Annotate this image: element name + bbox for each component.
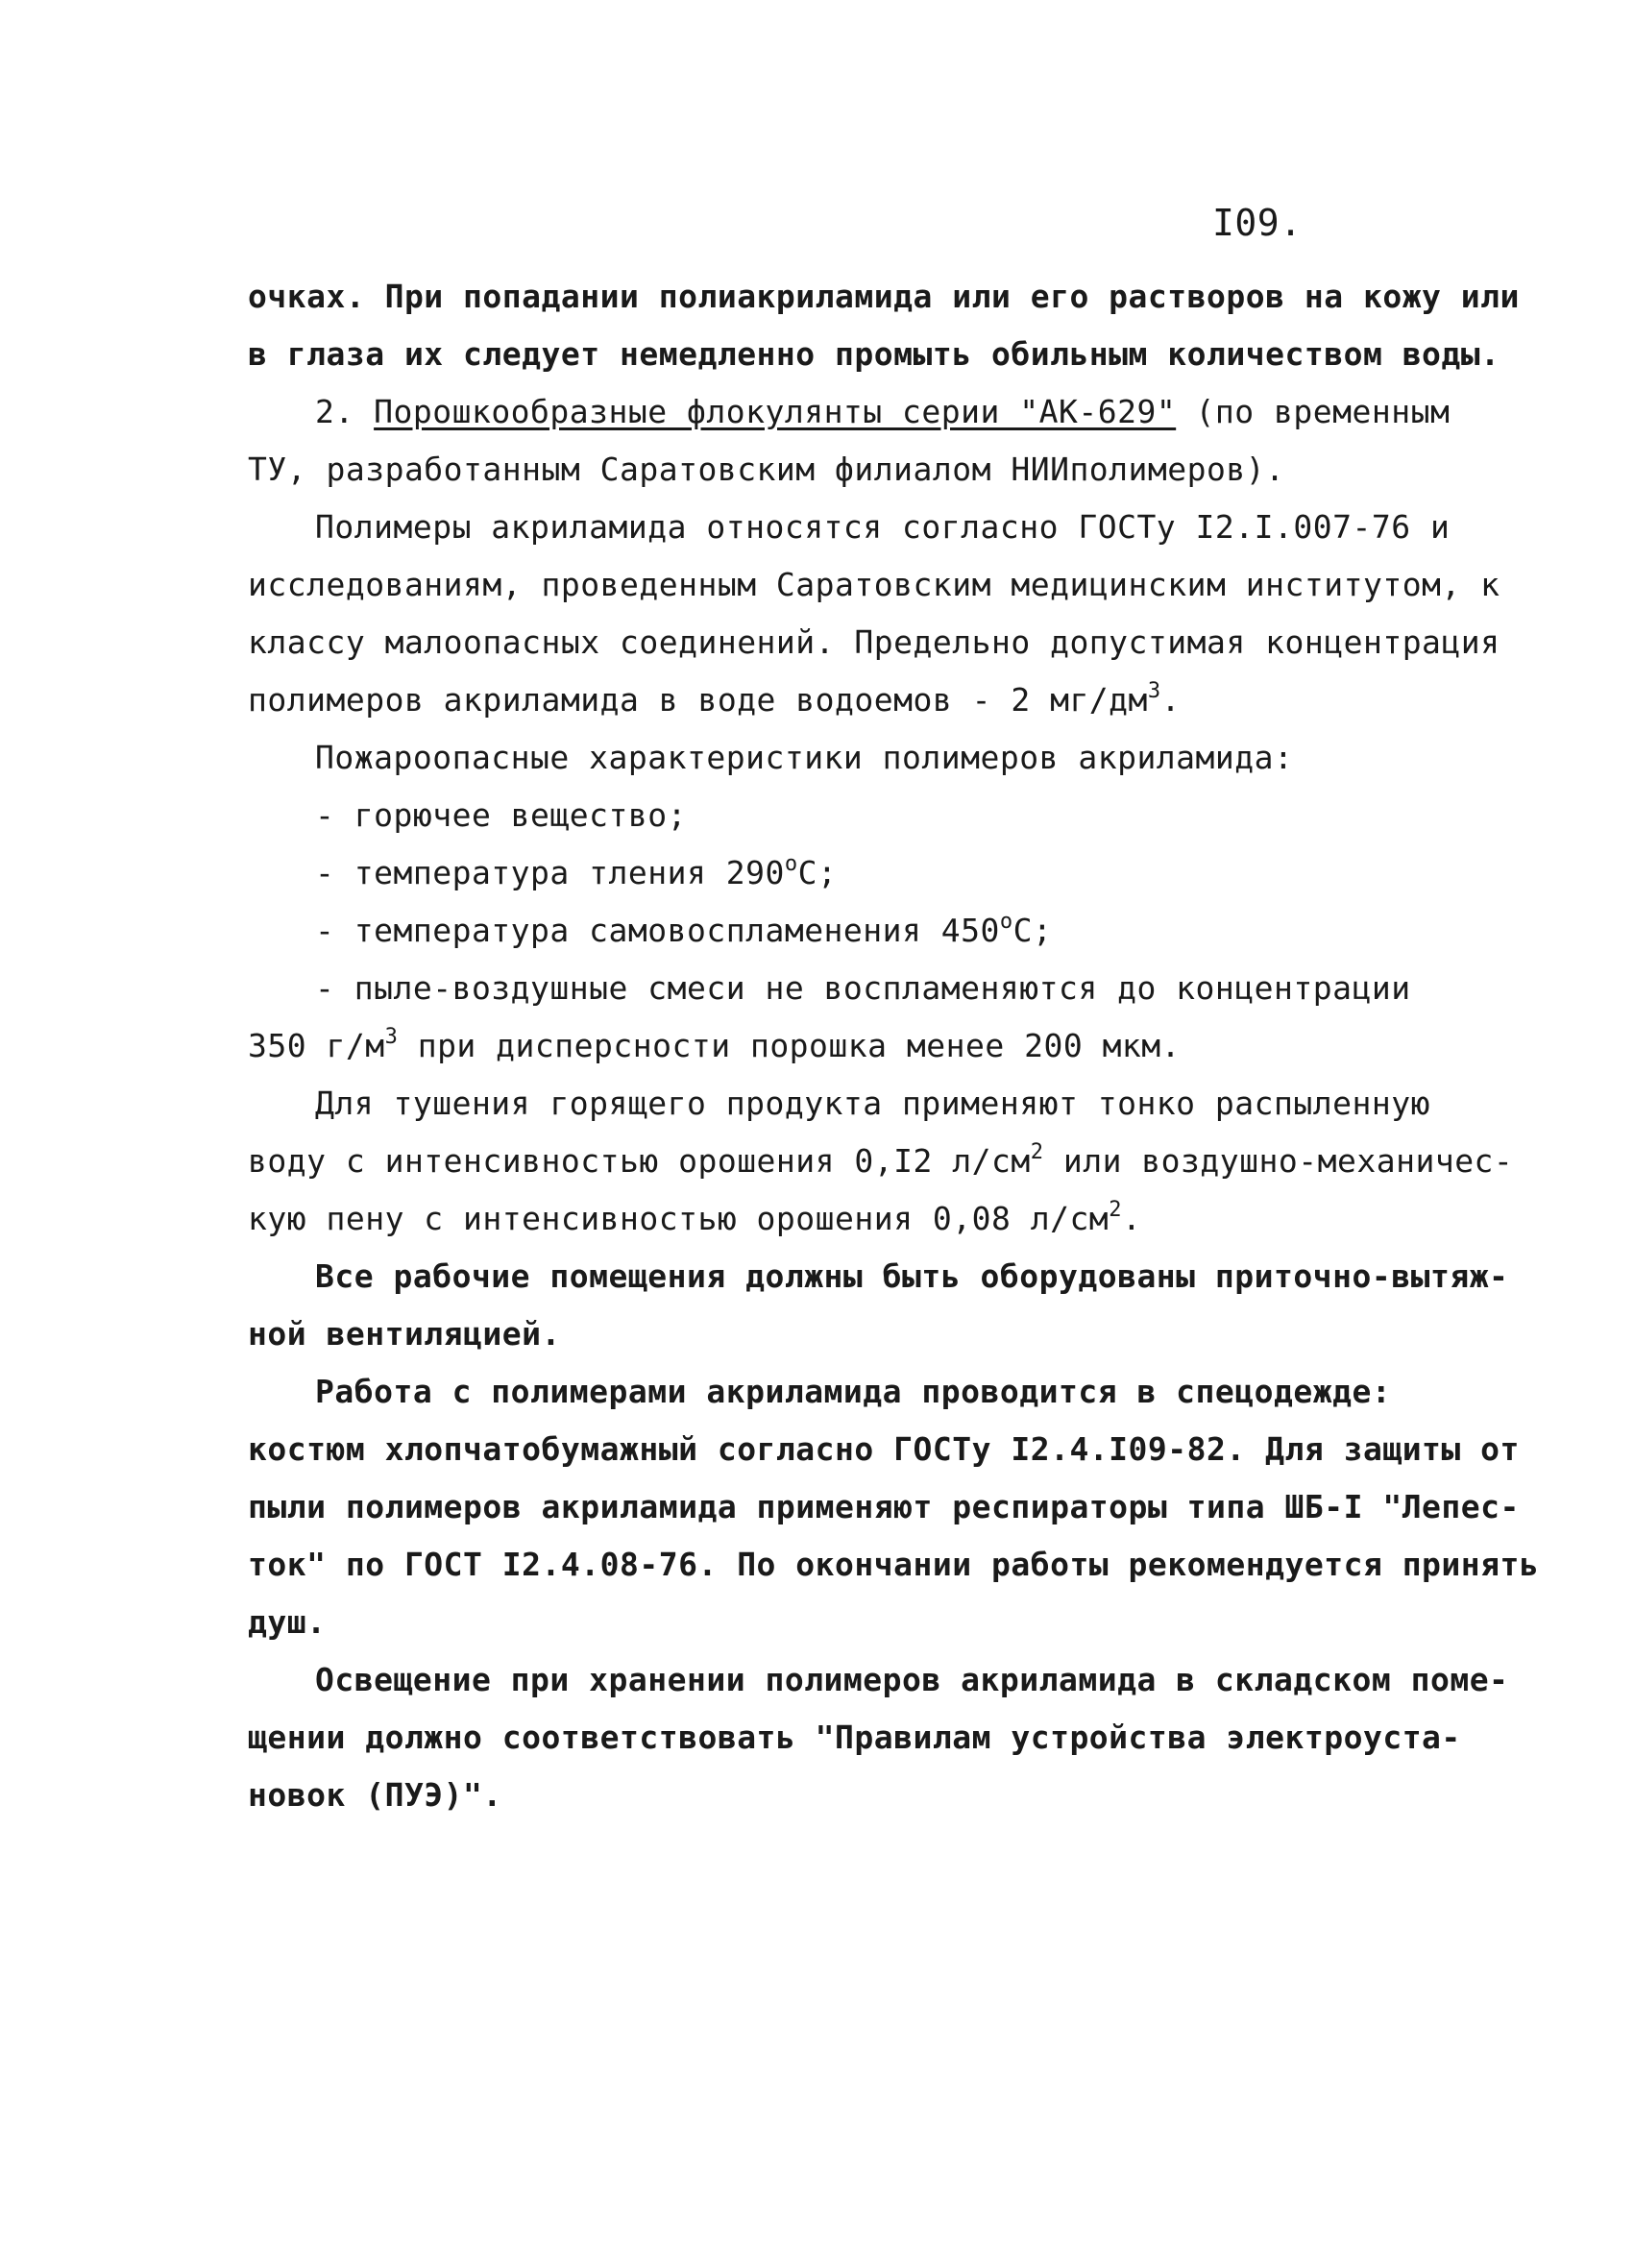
text-line-22: пыли полимеров акриламида применяют респираторы типа ШБ-I "Лепес- [248,1488,1520,1525]
text-line-6: исследованиям, проведенным Саратовским медицинским институтом, к [248,566,1500,603]
text-line-1: очках. При попадании полиакриламида или его растворов на кожу или [248,278,1520,315]
text-line-5: Полимеры акриламида относятся согласно ГОСТу I2.I.007-76 и [315,508,1451,546]
superscript: 2 [1030,1140,1044,1164]
text-line-17 [248,1198,1142,1237]
text-line-19: ной вентиляцией. [248,1315,561,1353]
text-fragment: воду с интенсивностью орошения 0,I2 л/см [248,1142,1031,1180]
text-line-18: Все рабочие помещения должны быть оборудованы приточно-вытяж- [315,1257,1509,1295]
text-line-11 [315,852,838,891]
text-line-27: новок (ПУЭ)". [248,1776,502,1814]
superscript: о [784,852,798,876]
text-line-10: - горючее вещество; [315,796,687,834]
text-fragment: при дисперсности порошка менее 200 мкм. [398,1027,1182,1064]
text-line-3 [315,393,1451,430]
list-number: 2. [315,393,375,430]
text-line-8 [248,679,1182,719]
text-line-14 [248,1025,1182,1064]
text-line-16 [248,1140,1514,1180]
text-fragment: С; [1012,912,1053,949]
text-line-23: ток" по ГОСТ I2.4.08-76. По окончании работы рекомендуется принять [248,1546,1540,1583]
text-line-20: Работа с полимерами акриламида проводится в спецодежде: [315,1373,1392,1410]
text-line-15: Для тушения горящего продукта применяют тонко распыленную [315,1085,1430,1122]
text-fragment: . [1160,681,1182,719]
section-title: Порошкообразные флокулянты серии "АК-629" [374,393,1177,430]
text-line-2: в глаза их следует немедленно промыть обильным количеством воды. [248,335,1500,373]
superscript: о [999,910,1013,934]
text-fragment: полимеров акриламида в воде водоемов - 2 мг/дм [248,681,1148,719]
text-line-7: классу малоопасных соединений. Предельно допустимая концентрация [248,623,1500,661]
text-fragment: кую пену с интенсивностью орошения 0,08 л/см [248,1200,1110,1237]
text-line-9: Пожароопасные характеристики полимеров акриламида: [315,739,1294,776]
text-line-12 [315,910,1053,949]
text-fragment: - температура самовоспламенения 450 [315,912,1000,949]
text-line-25: Освещение при хранении полимеров акриламида в складском поме- [315,1661,1509,1698]
superscript: 3 [1147,679,1161,703]
text-fragment: - температура тления 290 [315,854,785,891]
text-fragment: или воздушно-механичес- [1043,1142,1514,1180]
text-line-21: костюм хлопчатобумажный согласно ГОСТу I2.4.I09-82. Для защиты от [248,1430,1520,1468]
text-line-26: щении должно соответствовать "Правилам устройства электроуста- [248,1719,1461,1756]
text-line-13: - пыле-воздушные смеси не воспламеняются до концентрации [315,969,1411,1007]
text-line-24: душ. [248,1603,327,1641]
text-line-4: ТУ, разработанным Саратовским филиалом НИИполимеров). [248,451,1285,488]
text-fragment: 350 г/м [248,1027,385,1064]
text-fragment: . [1121,1200,1142,1237]
superscript: 2 [1109,1198,1122,1222]
page-number: I09. [1212,202,1303,244]
text-fragment: (по временным [1176,393,1451,430]
superscript: 3 [384,1025,399,1049]
text-fragment: С; [797,854,838,891]
